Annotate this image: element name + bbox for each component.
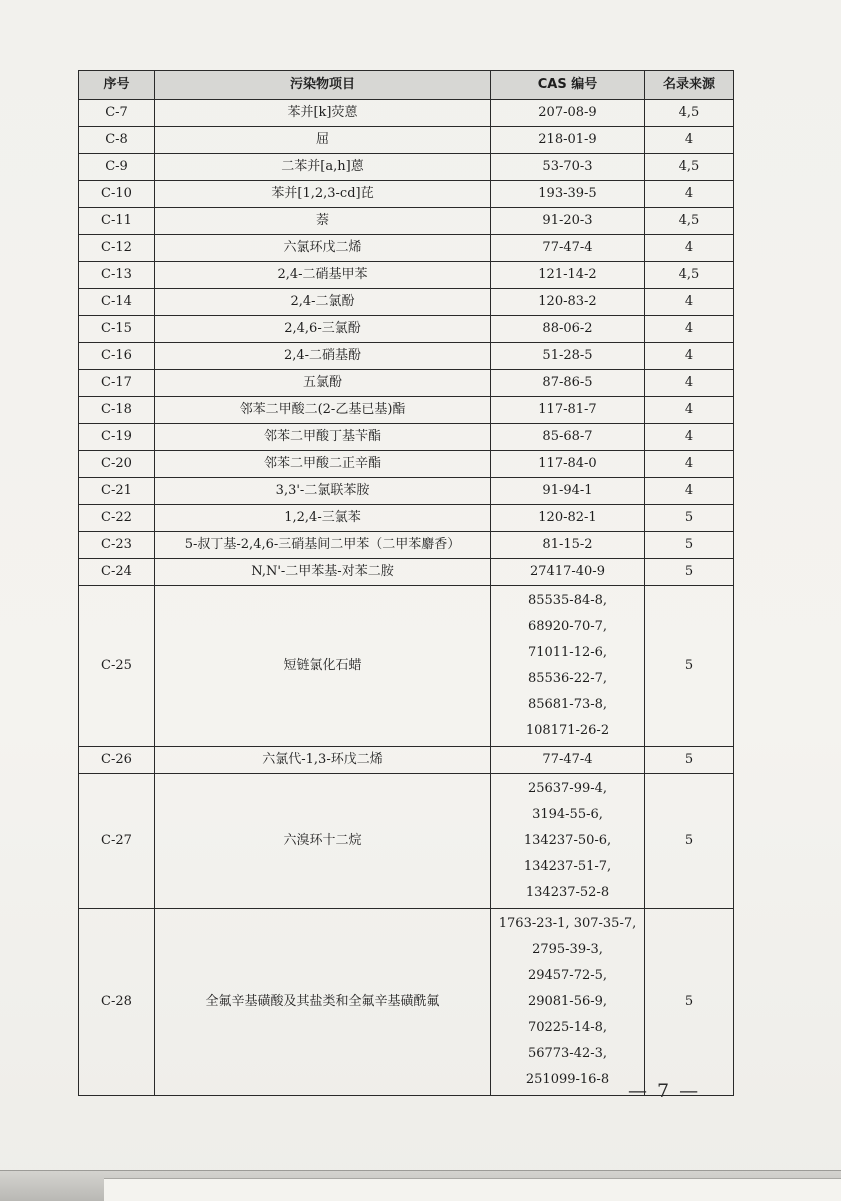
table-row [79, 262, 734, 289]
cell-name: 3,3'-二氯联苯胺 [155, 478, 491, 505]
cas-number: 207-08-9 [538, 105, 597, 120]
cas-number: 1763-23-1, 307-35-7, [498, 916, 637, 931]
cas-number: 108171-26-2 [525, 723, 610, 738]
cell-source: 4,5 [645, 262, 734, 289]
cell-id: C-7 [79, 100, 155, 127]
cell-id: C-11 [79, 208, 155, 235]
cell-name: 六氯代-1,3-环戊二烯 [155, 747, 491, 774]
cell-id: C-21 [79, 478, 155, 505]
cas-number: 77-47-4 [542, 752, 593, 767]
cell-name: 短链氯化石蜡 [155, 586, 491, 747]
cell-cas [491, 235, 645, 262]
cell-source: 4 [645, 235, 734, 262]
cell-name: 屈 [155, 127, 491, 154]
cas-number: 29081-56-9, [527, 994, 608, 1009]
cell-id: C-18 [79, 397, 155, 424]
table-row [79, 532, 734, 559]
table-row [79, 127, 734, 154]
table-row [79, 343, 734, 370]
cell-cas [491, 100, 645, 127]
cas-number: 77-47-4 [542, 240, 593, 255]
table-row [79, 397, 734, 424]
cas-number: 121-14-2 [538, 267, 597, 282]
cell-source: 4 [645, 397, 734, 424]
cas-number: 88-06-2 [542, 321, 593, 336]
cell-id: C-23 [79, 532, 155, 559]
cell-id: C-25 [79, 586, 155, 747]
cas-number: 29457-72-5, [527, 968, 608, 983]
cell-name: 萘 [155, 208, 491, 235]
cell-id: C-26 [79, 747, 155, 774]
cell-id: C-17 [79, 370, 155, 397]
cell-id: C-10 [79, 181, 155, 208]
cas-number: 2795-39-3, [532, 942, 603, 957]
cas-number: 3194-55-6, [532, 807, 603, 822]
table-row [79, 586, 734, 747]
cas-number: 91-94-1 [542, 483, 593, 498]
pollutant-table [78, 70, 734, 1096]
cas-number: 25637-99-4, [527, 781, 608, 796]
cell-cas [491, 909, 645, 1096]
cas-number: 53-70-3 [542, 159, 593, 174]
cell-id: C-15 [79, 316, 155, 343]
cell-cas [491, 370, 645, 397]
cell-name: 2,4-二硝基酚 [155, 343, 491, 370]
cell-id: C-27 [79, 774, 155, 909]
table-row [79, 505, 734, 532]
cell-source: 5 [645, 505, 734, 532]
cell-name: 2,4,6-三氯酚 [155, 316, 491, 343]
cell-cas [491, 208, 645, 235]
cas-number: 56773-42-3, [527, 1046, 608, 1061]
cell-name: 2,4-二硝基甲苯 [155, 262, 491, 289]
cell-cas [491, 505, 645, 532]
cas-number: 27417-40-9 [530, 564, 605, 579]
cas-number: 117-81-7 [538, 402, 597, 417]
table-row [79, 100, 734, 127]
cell-source: 5 [645, 909, 734, 1096]
cas-number: 91-20-3 [542, 213, 593, 228]
cell-name: 邻苯二甲酸二(2-乙基已基)酯 [155, 397, 491, 424]
table-row [79, 451, 734, 478]
header-cas: CAS 编号 [491, 71, 645, 100]
cas-number: 218-01-9 [538, 132, 597, 147]
cell-cas [491, 127, 645, 154]
cell-source: 4,5 [645, 100, 734, 127]
cell-source: 5 [645, 559, 734, 586]
header-source: 名录来源 [645, 71, 734, 100]
header-row [79, 71, 734, 100]
cas-number: 87-86-5 [542, 375, 593, 390]
cell-id: C-14 [79, 289, 155, 316]
table-row [79, 235, 734, 262]
cell-cas [491, 316, 645, 343]
cell-name: 二苯并[a,h]蒽 [155, 154, 491, 181]
cell-source: 5 [645, 747, 734, 774]
cell-cas [491, 451, 645, 478]
cas-number: 85681-73-8, [527, 697, 608, 712]
cell-cas [491, 532, 645, 559]
page-number: — 7 — [628, 1080, 701, 1102]
cell-name: 苯并[1,2,3-cd]芘 [155, 181, 491, 208]
cell-name: 苯并[k]荧蒽 [155, 100, 491, 127]
cas-number: 117-84-0 [538, 456, 597, 471]
table-row [79, 370, 734, 397]
cell-source: 4 [645, 127, 734, 154]
cell-name: 邻苯二甲酸二正辛酯 [155, 451, 491, 478]
cell-id: C-16 [79, 343, 155, 370]
cell-cas [491, 747, 645, 774]
table-row [79, 909, 734, 1096]
cell-name: 五氯酚 [155, 370, 491, 397]
cell-cas [491, 181, 645, 208]
table-body [79, 100, 734, 1096]
cas-number: 51-28-5 [542, 348, 593, 363]
cell-source: 4 [645, 424, 734, 451]
cas-number: 68920-70-7, [527, 619, 608, 634]
cell-name: 全氟辛基磺酸及其盐类和全氟辛基磺酰氟 [155, 909, 491, 1096]
cell-cas [491, 262, 645, 289]
cell-cas [491, 478, 645, 505]
cas-number: 85536-22-7, [527, 671, 608, 686]
table-row [79, 208, 734, 235]
cell-id: C-28 [79, 909, 155, 1096]
table-row [79, 154, 734, 181]
cell-name: 1,2,4-三氯苯 [155, 505, 491, 532]
cas-number: 120-83-2 [538, 294, 597, 309]
cell-source: 4 [645, 289, 734, 316]
cell-cas [491, 343, 645, 370]
header-name: 污染物项目 [155, 71, 491, 100]
table-row [79, 774, 734, 909]
cas-number: 71011-12-6, [527, 645, 608, 660]
cell-cas [491, 424, 645, 451]
cell-id: C-13 [79, 262, 155, 289]
table-row [79, 747, 734, 774]
cas-number: 70225-14-8, [527, 1020, 608, 1035]
table-row [79, 316, 734, 343]
cell-source: 4 [645, 451, 734, 478]
header-id: 序号 [79, 71, 155, 100]
cell-name: 邻苯二甲酸丁基苄酯 [155, 424, 491, 451]
cell-name: 六溴环十二烷 [155, 774, 491, 909]
cell-id: C-19 [79, 424, 155, 451]
cell-name: 六氯环戊二烯 [155, 235, 491, 262]
cas-number: 85535-84-8, [527, 593, 608, 608]
scan-underlying-sheet [104, 1178, 841, 1201]
table-header [79, 71, 734, 100]
cell-source: 5 [645, 774, 734, 909]
cell-source: 5 [645, 532, 734, 559]
cell-cas [491, 774, 645, 909]
cell-id: C-8 [79, 127, 155, 154]
cas-number: 251099-16-8 [525, 1072, 610, 1087]
cell-id: C-24 [79, 559, 155, 586]
cell-cas [491, 397, 645, 424]
cell-name: 2,4-二氯酚 [155, 289, 491, 316]
cell-source: 4 [645, 478, 734, 505]
cell-cas [491, 154, 645, 181]
cell-source: 5 [645, 586, 734, 747]
cell-id: C-22 [79, 505, 155, 532]
cas-number: 81-15-2 [542, 537, 593, 552]
cell-source: 4 [645, 181, 734, 208]
cas-number: 134237-52-8 [525, 885, 610, 900]
cell-cas [491, 289, 645, 316]
table-row [79, 289, 734, 316]
table-row [79, 181, 734, 208]
cell-source: 4,5 [645, 208, 734, 235]
cas-number: 193-39-5 [538, 186, 597, 201]
cell-id: C-20 [79, 451, 155, 478]
cell-name: 5-叔丁基-2,4,6-三硝基间二甲苯（二甲苯麝香） [155, 532, 491, 559]
table-row [79, 424, 734, 451]
cell-id: C-9 [79, 154, 155, 181]
cell-source: 4 [645, 370, 734, 397]
cas-number: 85-68-7 [542, 429, 593, 444]
cell-cas [491, 586, 645, 747]
cas-number: 134237-51-7, [523, 859, 612, 874]
cell-name: N,N'-二甲苯基-对苯二胺 [155, 559, 491, 586]
table-row [79, 478, 734, 505]
cas-number: 120-82-1 [538, 510, 597, 525]
cell-source: 4 [645, 316, 734, 343]
cell-source: 4 [645, 343, 734, 370]
cell-id: C-12 [79, 235, 155, 262]
table-row [79, 559, 734, 586]
cas-number: 134237-50-6, [523, 833, 612, 848]
cell-source: 4,5 [645, 154, 734, 181]
cell-cas [491, 559, 645, 586]
